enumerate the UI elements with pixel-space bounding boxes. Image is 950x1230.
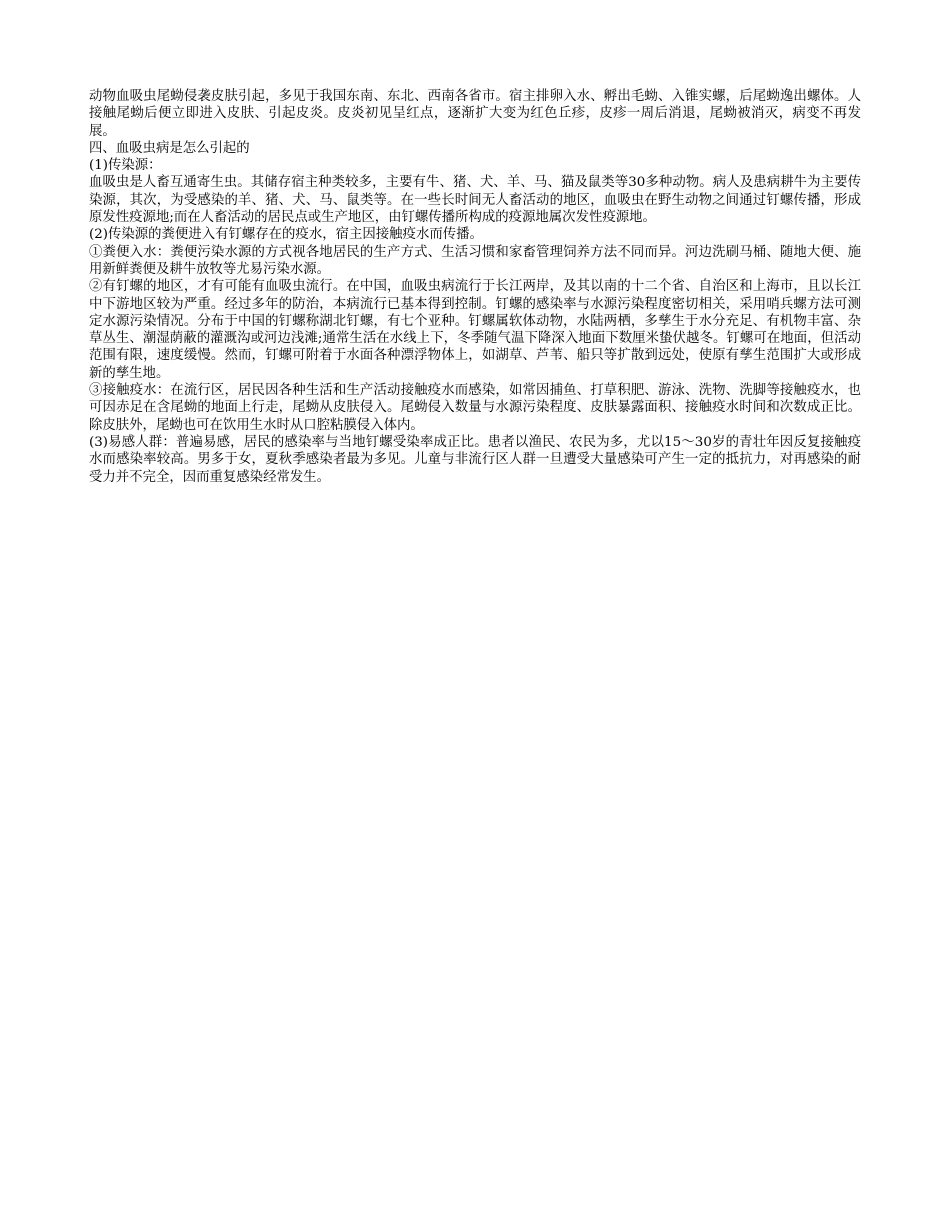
paragraph-snail-areas: ②有钉螺的地区，才有可能有血吸虫流行。在中国，血吸虫病流行于长江两岸，及其以南的十二个省、自治区和上海市，且以长江中下游地区较为严重。经过多年的防治，本病流行已基本得到控制。钉螺的感染率与水源污染程度密切相关，采用哨兵螺方法可测定水源污染情况。分布于中国的钉螺称湖北钉螺，有七个亚种。钉螺属软体动物，水陆两栖，多孳生于水分充足、有机物丰富、杂草丛生、潮湿荫蔽的灌溉沟或河边浅滩;通常生活在水线上下，冬季随气温下降深入地面下数厘米蛰伏越冬。钉螺可在地面，但活动范围有限，速度缓慢。然而，钉螺可附着于水面各种漂浮物体上，如湖草、芦苇、船只等扩散到远处，使原有孳生范围扩大或形成新的孳生地。 <box>89 279 861 381</box>
paragraph-contact-water: ③接触疫水：在流行区，居民因各种生活和生产活动接触疫水而感染，如常因捕鱼、打草积肥、游泳、洗物、洗脚等接触疫水，也可因赤足在含尾蚴的地面上行走，尾蚴从皮肤侵入。尾蚴侵入数量与水源污染程度、皮肤暴露面积、接触疫水时间和次数成正比。除皮肤外，尾蚴也可在饮用生水时从口腔粘膜侵入体内。 <box>89 383 861 433</box>
subheading-transmission: (2)传染源的粪便进入有钉螺存在的疫水，宿主因接触疫水而传播。 <box>89 227 483 243</box>
paragraph-intro: 动物血吸虫尾蚴侵袭皮肤引起，多见于我国东南、东北、西南各省市。宿主排卵入水、孵出毛蚴、入锥实螺，后尾蚴逸出螺体。人接触尾蚴后便立即进入皮肤、引起皮炎。皮炎初见呈红点，逐渐扩大变为红色丘疹，皮疹一周后消退，尾蚴被消灭，病变不再发展。 <box>89 89 861 139</box>
document-body <box>89 88 861 486</box>
paragraph-infection-source: 血吸虫是人畜互通寄生虫。其储存宿主种类较多，主要有牛、猪、犬、羊、马、猫及鼠类等30多种动物。病人及患病耕牛为主要传染源，其次，为受感染的羊、猪、犬、马、鼠类等。在一些长时间无人畜活动的地区，血吸虫在野生动物之间通过钉螺传播，形成原发性疫源地;而在人畜活动的居民点或生产地区，由钉螺传播所构成的疫源地属次发性疫源地。 <box>89 175 861 226</box>
paragraph-feces-into-water: ①粪便入水：粪便污染水源的方式视各地居民的生产方式、生活习惯和家畜管理饲养方法不同而异。河边洗刷马桶、随地大便、施用新鲜粪便及耕牛放牧等尤易污染水源。 <box>89 244 861 277</box>
paragraph-susceptible-population: (3)易感人群：普遍易感，居民的感染率与当地钉螺受染率成正比。患者以渔民、农民为多，尤以15～30岁的青壮年因反复接触疫水而感染率较高。男多于女，夏秋季感染者最为多见。儿童与非流行区人群一旦遭受大量感染可产生一定的抵抗力，对再感染的耐受力并不完全，因而重复感染经常发生。 <box>89 434 861 485</box>
section-heading-causes: 四、血吸虫病是怎么引起的 <box>89 140 250 156</box>
subheading-infection-source: (1)传染源： <box>89 158 162 174</box>
